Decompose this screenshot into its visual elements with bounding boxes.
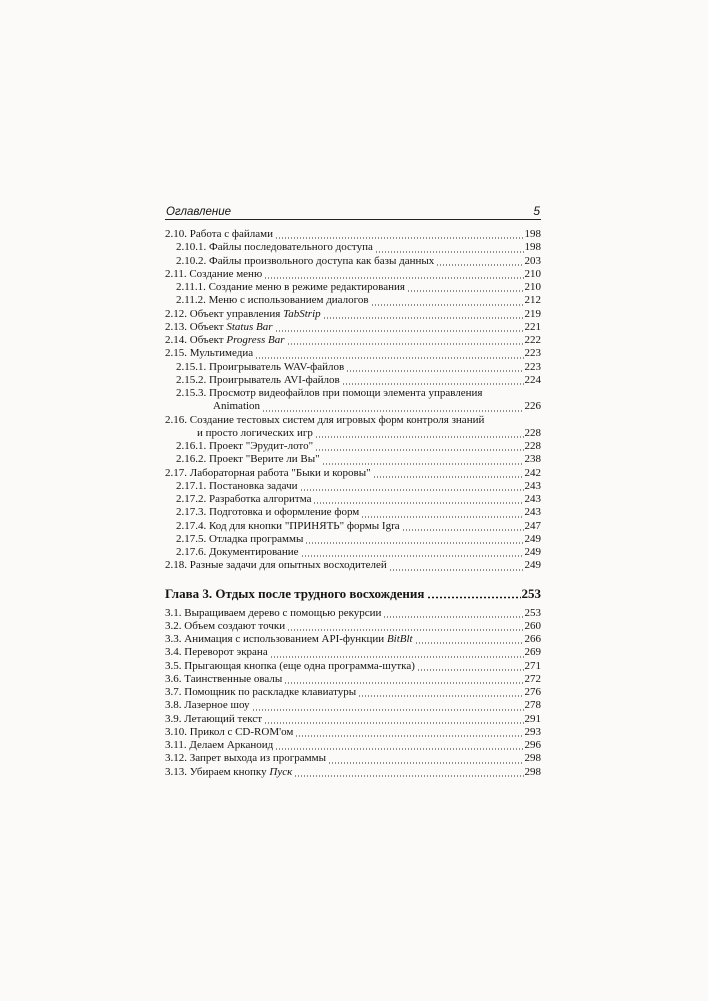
toc-entry-label: 2.11.1. Создание меню в режиме редактирования [176,281,405,293]
toc-entry [165,660,541,673]
dot-leader [342,383,524,385]
toc-entry-page: 293 [524,725,541,738]
toc-entry-label: 2.12. Объект управления TabStrip [165,307,321,320]
toc-entry-page: 298 [524,765,541,778]
toc-entry [165,686,541,699]
toc-entry-page: 249 [524,559,541,572]
chapter-title: Глава 3. Отдых после трудного восхождения [165,585,425,601]
dot-leader [252,709,524,711]
toc-entry-page: 247 [524,519,541,532]
toc-entry-page: 221 [524,320,541,333]
toc-entry-label: 3.6. Таинственные овалы [165,672,283,685]
toc-entry-multiline [165,387,541,414]
toc-entry-label: 2.15.2. Проигрыватель AVI-файлов [176,373,340,386]
toc-entry-label: 3.7. Помощник по раскладке клавиатуры [165,686,357,698]
toc-group-c [165,607,541,779]
dot-leader [389,569,524,571]
toc-entry-label: 2.11. Создание меню [165,267,263,280]
toc-entry-page: 266 [524,633,541,645]
toc-entry [165,520,541,533]
toc-entry-page: 238 [524,453,541,466]
dot-leader [264,277,523,279]
running-header-title: Оглавление [166,206,231,218]
dot-leader [315,436,524,438]
toc-entry-multiline [165,414,541,441]
toc-entry [165,453,541,466]
toc-entry-label: 3.9. Летающий текст [165,712,263,725]
toc-entry-page: 276 [524,686,541,698]
toc-entry-page: 243 [524,506,541,519]
dot-leader [328,762,524,764]
dot-leader [287,343,524,345]
toc-entry [165,533,541,546]
toc-entry [165,646,541,659]
dot-leader [323,317,524,319]
dot-leader [262,410,523,412]
dot-leader [287,629,523,631]
toc-entry-page: 223 [524,360,541,373]
dot-leader [313,502,523,504]
toc-entry-label: 3.1. Выращиваем дерево с помощью рекурсии [165,606,382,619]
dot-leader [294,775,523,777]
toc-entry-page: 296 [524,739,541,751]
dot-leader [301,555,524,557]
toc-entry-label: 2.16. Создание тестовых систем для игровых форм контроля знаний [165,413,485,426]
toc-entry-label: 3.8. Лазерное шоу [165,699,250,712]
dot-leader [407,290,524,292]
toc-entry-label: 2.17.4. Код для кнопки "ПРИНЯТЬ" формы Igra [176,519,400,532]
toc-entry-page: 226 [524,400,541,413]
toc-entry-page: 253 [524,606,541,619]
page-number: 5 [533,204,540,218]
toc-entry [165,440,541,453]
toc-entry-label: 2.10.2. Файлы произвольного доступа как базы данных [176,254,435,267]
toc-entry-label: 2.10. Работа с файлами [165,228,274,240]
chapter-page: 253 [521,585,541,601]
toc-entry-label: 2.15.3. Просмотр видеофайлов при помощи элемента управления [176,387,483,399]
toc-entry-label: 2.18. Разные задачи для опытных восходителей [165,559,387,572]
dot-leader [361,516,523,518]
toc-entry-label: 2.15. Мультимедиа [165,347,254,360]
toc-entry-italic: Status Bar [226,320,273,333]
toc-entry-page: 260 [524,619,541,632]
toc-entry-label: 3.13. Убираем кнопку Пуск [165,765,293,778]
toc-entry [165,294,541,307]
dot-leader [371,304,524,306]
toc-entry-page: 278 [524,699,541,712]
dot-leader [255,357,523,359]
running-header [165,201,541,220]
toc-entry-label: 3.5. Прыгающая кнопка (еще одна программа-шутка) [165,659,415,672]
dot-leader [284,682,523,684]
toc-entry-page: 243 [524,493,541,505]
dot-leader [275,748,523,750]
toc-entry [165,281,541,294]
toc-entry [165,713,541,726]
toc-entry-page: 223 [524,347,541,360]
toc-entry-page: 210 [524,267,541,280]
dot-leader [270,656,524,658]
toc-entry-italic: Пуск [269,765,293,778]
toc-group-a [165,228,541,387]
toc-entry [165,347,541,360]
dot-leader [375,251,524,253]
toc-entry [165,241,541,254]
dot-leader [373,476,524,478]
toc-entry-label: 3.3. Анимация с использованием API-функции BitBlt [165,633,413,645]
toc-entry-label: 3.12. Запрет выхода из программы [165,752,326,765]
toc-entry-italic: BitBlt [386,633,413,645]
dot-leader [402,529,524,531]
toc-entry-page: 210 [524,281,541,293]
toc-entry-label: 2.17.5. Отладка программы [176,532,304,545]
toc-entry-page: 219 [524,307,541,320]
toc-entry-label: 2.17. Лабораторная работа "Быки и коровы" [165,466,371,479]
toc-entry-page: 249 [524,532,541,545]
dot-leader [322,463,524,465]
dot-leader [275,237,523,239]
toc-entry-label: 2.14. Объект Progress Bar [165,334,285,346]
table-of-contents [165,228,541,779]
toc-chapter-heading [165,586,541,602]
toc-entry-page: 228 [524,440,541,452]
dot-leader [417,669,524,671]
toc-entry-page: 228 [524,426,541,439]
toc-entry-label: 3.11. Делаем Арканоид [165,739,274,751]
toc-entry [165,506,541,519]
toc-entry [165,255,541,268]
toc-group-b [165,440,541,573]
toc-entry-page: 249 [524,546,541,558]
toc-entry-page: 222 [524,334,541,346]
toc-entry [165,633,541,646]
toc-entry [165,699,541,712]
toc-entry [165,308,541,321]
dot-leader [305,542,523,544]
toc-entry-page: 272 [524,672,541,685]
toc-entry-label: 3.10. Прикол с CD-ROM'ом [165,725,294,738]
dot-leader [295,735,523,737]
toc-entry [165,559,541,572]
dot-leader [300,489,524,491]
toc-entry [165,739,541,752]
toc-entry-label: 2.10.1. Файлы последовательного доступа [176,241,373,254]
toc-entry [165,228,541,241]
toc-entry-label: 2.17.1. Постановка задачи [176,479,298,492]
toc-entry-page: 198 [524,241,541,254]
toc-entry [165,480,541,493]
dot-leader [358,695,523,697]
toc-entry-label: 3.2. Объем создают точки [165,619,286,632]
toc-entry [165,766,541,779]
toc-chapter-3 [165,586,541,779]
toc-entry-label: 2.16.1. Проект "Эрудит-лото" [176,440,314,452]
toc-entry [165,752,541,765]
toc-entry-page: 291 [524,712,541,725]
toc-entry-label: 3.4. Переворот экрана [165,646,268,659]
toc-entry [165,673,541,686]
toc-entry-label: 2.11.2. Меню с использованием диалогов [176,294,369,307]
toc-entry [165,620,541,633]
dot-leader [264,722,523,724]
toc-entry-page: 269 [524,646,541,659]
toc-entry [165,268,541,281]
toc-entry-page: 224 [524,373,541,386]
dot-leader [275,330,524,332]
toc-entry [165,607,541,620]
toc-entry-page: 212 [524,294,541,307]
toc-entry-page: 203 [524,254,541,267]
dot-leader [427,596,520,599]
toc-entry-label: 2.17.3. Подготовка и оформление форм [176,506,360,519]
dot-leader [315,449,523,451]
toc-chapter-2-continued [165,228,541,573]
toc-entry-label-cont: и просто логических игр [197,426,313,439]
toc-entry [165,493,541,506]
dot-leader [346,370,523,372]
toc-entry-label: 2.15.1. Проигрыватель WAV-файлов [176,360,345,373]
toc-entry-label-cont: Animation [213,400,261,413]
toc-entry-label: 2.13. Объект Status Bar [165,320,273,333]
toc-entry-page: 271 [524,659,541,672]
toc-entry-page: 242 [524,466,541,479]
toc-entry [165,361,541,374]
dot-leader [415,642,524,644]
toc-entry [165,334,541,347]
toc-entry-label: 2.16.2. Проект "Верите ли Вы" [176,453,320,466]
toc-entry [165,321,541,334]
toc-entry-italic: TabStrip [283,307,321,320]
toc-entry-page: 298 [524,752,541,765]
toc-entry-italic: Progress Bar [226,334,285,346]
toc-entry-page: 243 [524,479,541,492]
toc-entry-label: 2.17.2. Разработка алгоритма [176,493,312,505]
toc-entry-label: 2.17.6. Документирование [176,546,299,558]
toc-entry-page: 198 [524,228,541,240]
toc-entry [165,726,541,739]
dot-leader [436,264,523,266]
toc-entry [165,374,541,387]
dot-leader [383,616,523,618]
toc-entry [165,546,541,559]
toc-entry [165,467,541,480]
